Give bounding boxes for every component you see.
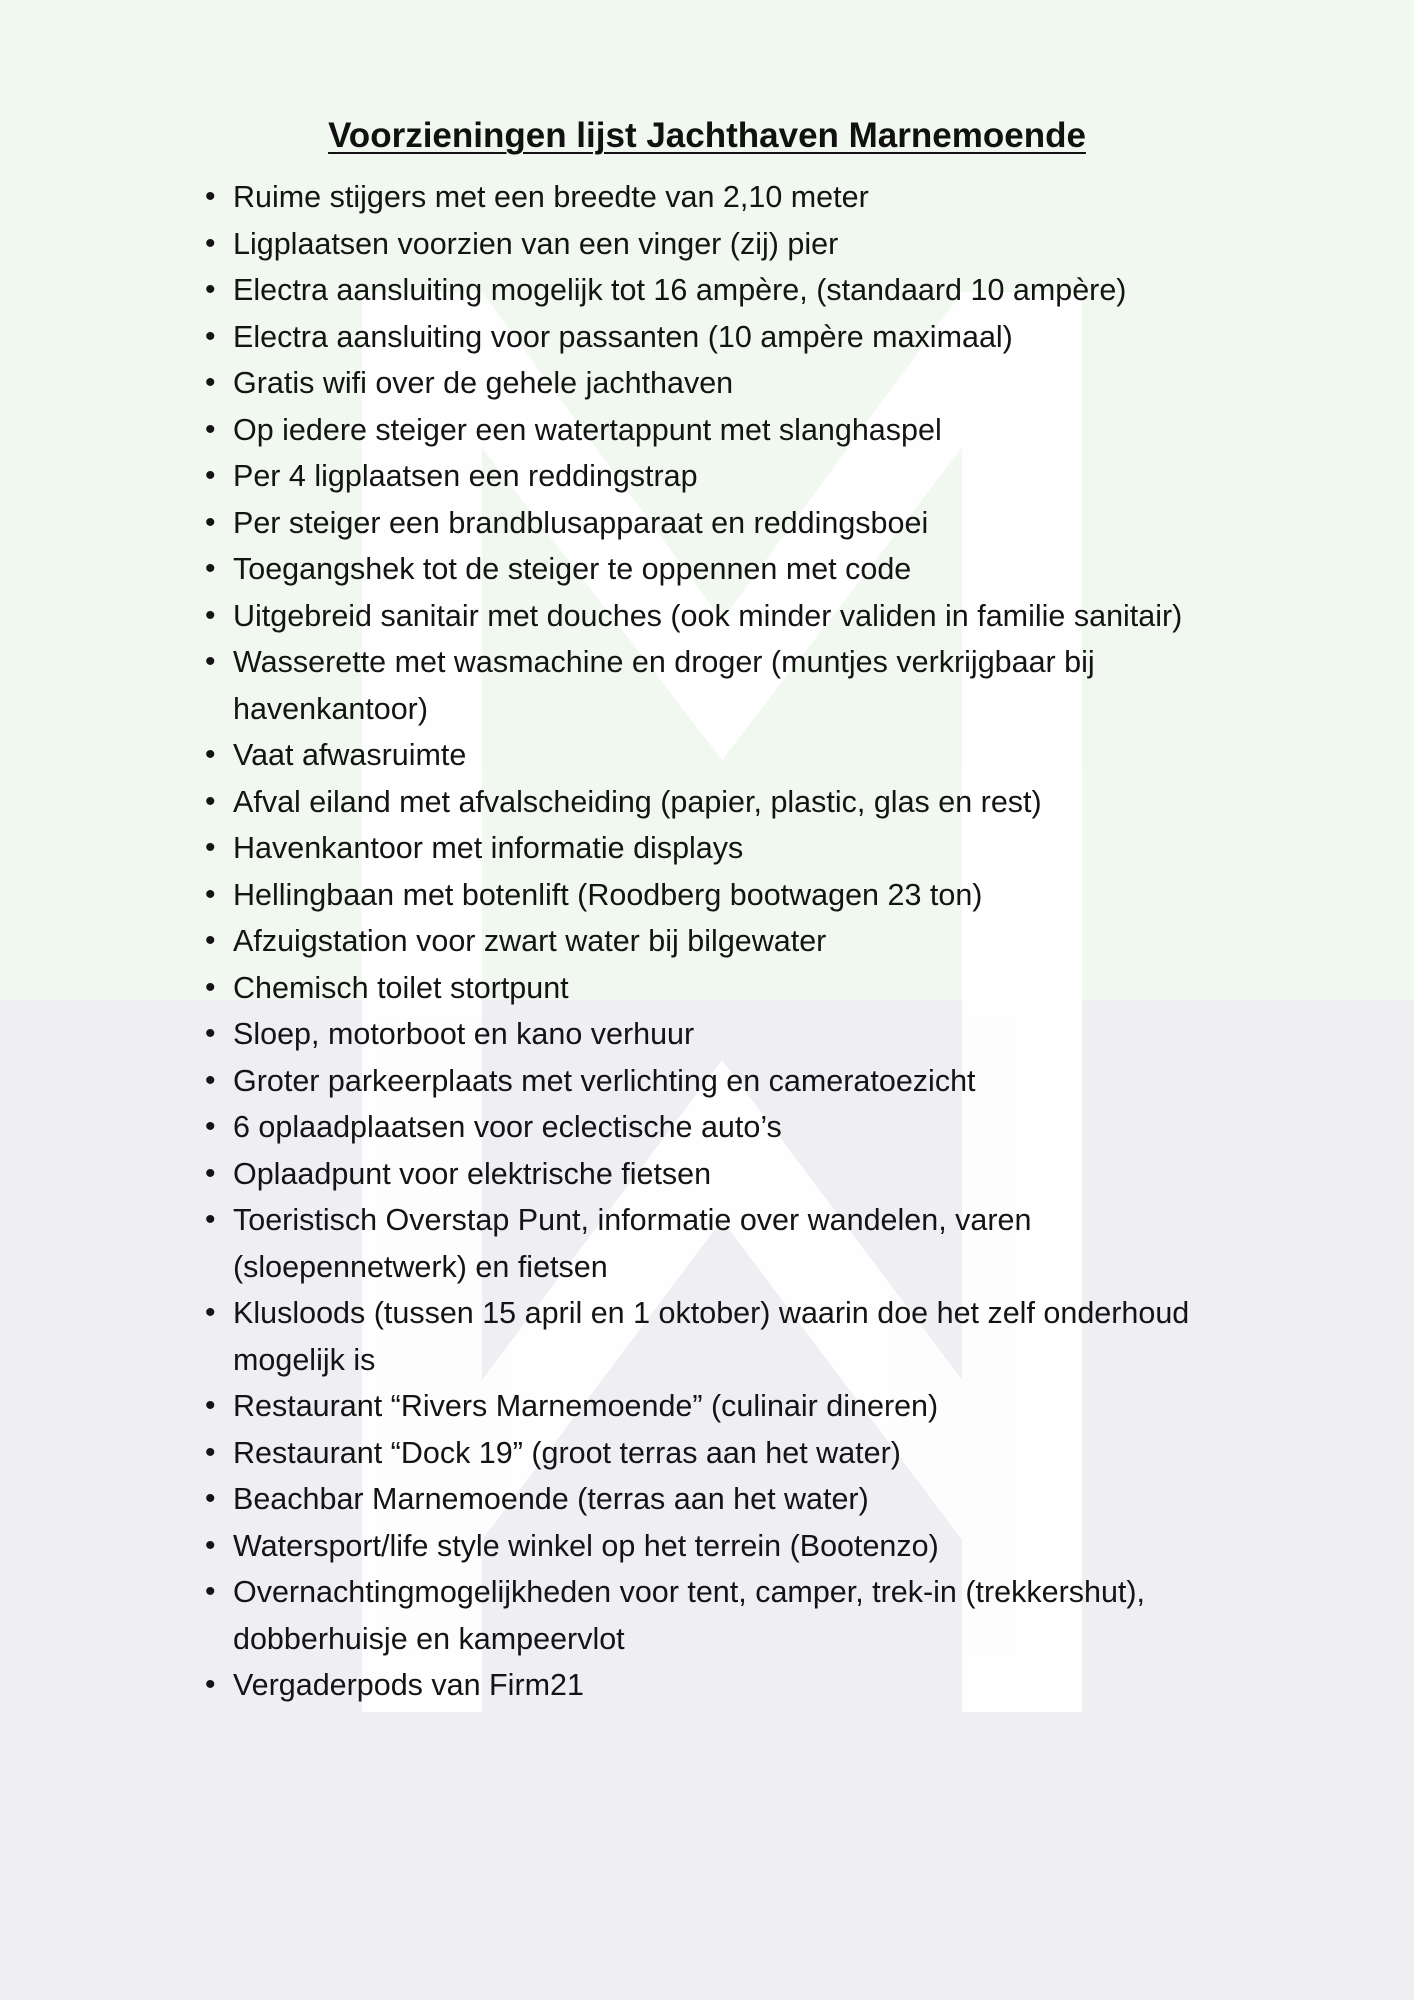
list-item-text: Hellingbaan met botenlift (Roodberg bootwagen 23 ton) [233, 877, 983, 912]
list-item [205, 546, 1233, 593]
bullet-icon: • [205, 273, 216, 306]
facilities-list [205, 174, 1233, 1709]
list-item [205, 639, 1233, 732]
bullet-icon: • [205, 180, 216, 213]
list-item [205, 779, 1233, 826]
list-item-text: Toeristisch Overstap Punt, informatie over wandelen, varen (sloepennetwerk) en fietsen [233, 1203, 1032, 1284]
list-item [205, 1011, 1233, 1058]
list-item-text: Per 4 ligplaatsen een reddingstrap [233, 459, 698, 493]
list-item [205, 500, 1233, 547]
list-item [205, 1104, 1233, 1151]
document-title: Voorzieningen lijst Jachthaven Marnemoende [328, 116, 1086, 155]
list-item-text: Ruime stijgers met een breedte van 2,10 meter [233, 180, 869, 214]
bullet-icon: • [205, 598, 216, 632]
bullet-icon: • [205, 1017, 216, 1050]
bullet-icon: • [205, 970, 216, 1004]
list-item-text: Ligplaatsen voorzien van een vinger (zij) pier [233, 226, 839, 261]
list-item [205, 1569, 1233, 1662]
list-item-text: Per steiger een brandblusapparaat en reddingsboei [233, 505, 929, 540]
list-item-text: Beachbar Marnemoende (terras aan het water) [233, 1482, 869, 1516]
list-item-text: Restaurant “Dock 19” (groot terras aan het water) [233, 1435, 901, 1470]
list-item-text: Klusloods (tussen 15 april en 1 oktober) waarin doe het zelf onderhoud mogelijk is [233, 1296, 1190, 1377]
list-item-text: Overnachtingmogelijkheden voor tent, camper, trek-in (trekkershut), dobberhuisje en kampeervlot [233, 1575, 1146, 1656]
bullet-icon: • [205, 1110, 216, 1143]
list-item-text: Watersport/life style winkel op het terrein (Bootenzo) [233, 1528, 939, 1563]
bullet-icon: • [205, 1203, 216, 1236]
list-item [205, 1197, 1233, 1290]
list-item [205, 453, 1233, 500]
list-item-text: Groter parkeerplaats met verlichting en cameratoezicht [233, 1063, 976, 1098]
bullet-icon: • [205, 1482, 216, 1515]
list-item-text: Vergaderpods van Firm21 [233, 1668, 584, 1702]
bullet-icon: • [205, 1668, 216, 1701]
list-item [205, 1383, 1233, 1430]
list-item-text: Uitgebreid sanitair met douches (ook minder validen in familie sanitair) [233, 598, 1183, 633]
list-item-text: Chemisch toilet stortpunt [233, 970, 569, 1005]
list-item-text: Wasserette met wasmachine en droger (muntjes verkrijgbaar bij havenkantoor) [233, 645, 1095, 726]
list-item-text: Vaat afwasruimte [233, 738, 467, 772]
list-item-text: Afval eiland met afvalscheiding (papier, plastic, glas en rest) [233, 784, 1042, 819]
bullet-icon: • [205, 738, 216, 771]
bullet-icon: • [205, 226, 216, 260]
list-item [205, 267, 1233, 314]
list-item-text: Op iedere steiger een watertappunt met slanghaspel [233, 412, 942, 447]
list-item [205, 1290, 1233, 1383]
list-item [205, 407, 1233, 454]
bullet-icon: • [205, 1156, 216, 1190]
bullet-icon: • [205, 319, 216, 353]
list-item [205, 872, 1233, 919]
list-item [205, 732, 1233, 779]
list-item [205, 314, 1233, 361]
bullet-icon: • [205, 1063, 216, 1097]
bullet-icon: • [205, 877, 216, 911]
list-item [205, 1058, 1233, 1105]
list-item-text: Gratis wifi over de gehele jachthaven [233, 366, 734, 400]
bullet-icon: • [205, 831, 216, 864]
bullet-icon: • [205, 1389, 216, 1422]
bullet-icon: • [205, 1575, 216, 1608]
list-item [205, 1523, 1233, 1570]
list-item-text: Afzuigstation voor zwart water bij bilgewater [233, 924, 827, 958]
bullet-icon: • [205, 552, 216, 585]
bullet-icon: • [205, 459, 216, 492]
list-item-text: Restaurant “Rivers Marnemoende” (culinair dineren) [233, 1389, 939, 1423]
list-item [205, 918, 1233, 965]
bullet-icon: • [205, 366, 216, 399]
bullet-icon: • [205, 1435, 216, 1469]
list-item [205, 1430, 1233, 1477]
bullet-icon: • [205, 784, 216, 818]
bullet-icon: • [205, 505, 216, 539]
list-item-text: Havenkantoor met informatie displays [233, 831, 744, 865]
list-item [205, 1476, 1233, 1523]
list-item [205, 1151, 1233, 1198]
list-item-text: Electra aansluiting mogelijk tot 16 ampère, (standaard 10 ampère) [233, 273, 1127, 307]
list-item [205, 825, 1233, 872]
list-item-text: 6 oplaadplaatsen voor eclectische auto’s [233, 1110, 782, 1144]
list-item [205, 360, 1233, 407]
bullet-icon: • [205, 412, 216, 446]
bullet-icon: • [205, 1296, 216, 1329]
bullet-icon: • [205, 645, 216, 678]
list-item [205, 174, 1233, 221]
list-item-text: Oplaadpunt voor elektrische fietsen [233, 1156, 712, 1191]
bullet-icon: • [205, 1528, 216, 1562]
list-item-text: Toegangshek tot de steiger te oppennen met code [233, 552, 912, 586]
list-item [205, 965, 1233, 1012]
list-item [205, 593, 1233, 640]
list-item-text: Electra aansluiting voor passanten (10 ampère maximaal) [233, 319, 1013, 354]
list-item [205, 221, 1233, 268]
list-item-text: Sloep, motorboot en kano verhuur [233, 1017, 695, 1051]
list-item [205, 1662, 1233, 1709]
bullet-icon: • [205, 924, 216, 957]
